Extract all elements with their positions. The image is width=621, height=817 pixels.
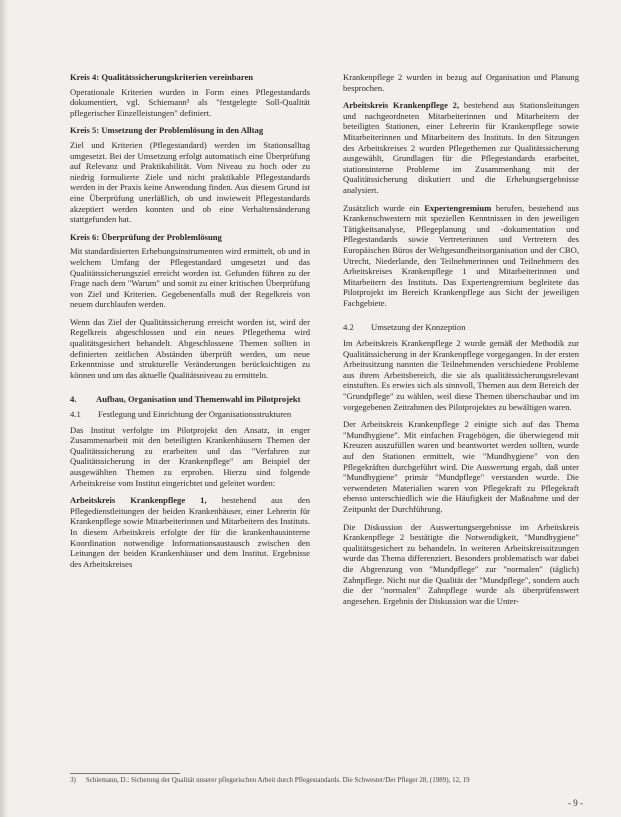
paragraph-4-2-b: Der Arbeitskreis Krankenpflege 2 einigte sich auf das Thema "Mundhygiene". Mit einfachen Fragebögen, die überwiegend mit Kreuzen auszufüllen waren und beantwortet werden sollten, wurde auf den Stationen ermittelt, wie "Mundhygiene" von den Pflegekräften durchgeführt wird. Die Auswertung ergab, daß unter "Mundhygiene" primär "Mundpflege" verstanden wurde. Die verwendeten Materialien waren von Pflegekraft zu Pflegekraft ebenso unterschiedlich wie die Häufigkeit der Maßnahme und der Zeitpunkt der Durchführung. [343,419,579,514]
section-4-heading [70,394,310,405]
subsection-number: 4.2 [343,322,354,333]
left-column [70,72,310,576]
arbeitskreis-2-text: bestehend aus Stationsleitungen und nachgeordneten Mitarbeiterinnen und Mitarbeitern der beteiligten Stationen, einer Lehrerin für Krankenpflege sowie Mitarbeiterinnen und Mitarbeitern des Instituts. In den Sitzungen des Arbeitskreises 2 wurden Pflegethemen zur Qualitätssicherung ausgewählt, Grundlagen für die Pflegestandards erarbeitet, stationsinterne Probleme im Zusammenhang mit der Qualitätssicherung diskutiert und die Erhebungsergebnisse analysiert. [343,100,579,195]
footnote-divider [70,773,180,774]
paragraph-kreis-5: Ziel und Kriterien (Pflegestandard) werden im Stationsalltag umgesetzt. Bei der Umsetzung erfolgt automatisch eine Überprüfung auf Relevanz und Praktikabilität. Vom Niveau zu hoch oder zu niedrig formulierte Ziele und nicht praktikable Pflegestandards werden in der Praxis keine Anwendung finden. Aus diesem Grund ist eine Überprüfung unerläßlich, ob und inwieweit Pflegestandards akzeptiert werden konnten und ob eine Verhaltensänderung stattgefunden hat. [70,139,310,225]
paragraph-kreis-4: Operationale Kriterien wurden in Form eines Pflegestandards dokumentiert, vgl. Schiemann³ als "festgelegte Soll-Qualität pflegerischer Einzelleistungen" definiert. [70,86,310,118]
arbeitskreis-1-text: bestehend aus den Pflegedienstleitungen der beiden Krankenhäuser, einer Lehrerin für Krankenpflege sowie Mitarbeiterinnen und Mitarbeitern des Instituts. In diesem Arbeitskreis erfolgte der für die krankenhausinterne Koordination notwendige Informationsaustausch zwischen den Leitungen der beiden Krankenhäuser und dem Institut. Ergebnisse des Arbeitskreises [70,495,311,569]
page-binding-shadow [0,0,8,817]
paragraph-4-2-c: Die Diskussion der Auswertungsergebnisse im Arbeitskreis Krankenpflege 2 bestätigte die Notwendigkeit, "Mundhygiene" qualitätsgesichert zu behandeln. In weiteren Arbeitskreissitzungen wurde das Thema differenziert. Besonders problematisch war dabei die Abgrenzung von "Mundpflege" zur "normalen" (täglich) Zahnpflege. Nicht nur die Qualität der "Mundpflege", sondern auch die der "normalen" Zahnpflege wurde als überprüfenswert angesehen. Ergebnis der Diskussion war die Unter- [343,521,579,606]
paragraph-goal-reached: Wenn das Ziel der Qualitätssicherung erreicht worden ist, wird der Regelkreis abgeschlossen und ein neues Pflegethema wird qualitätsgesichert behandelt. Abgeschlossene Themen sollten in definierten zeitlichen Abständen überprüft werden, um neue Erkenntnisse und strukturelle Veränderungen berücksichtigen zu können und um das aktuelle Qualitätsniveau zu ermitteln. [70,316,310,380]
page-number: - 9 - [568,798,583,808]
expertengremium-text: berufen, bestehend aus Krankenschwestern mit speziellen Kenntnissen in den jeweiligen Tätigkeitsanalyse, Pflegeplanung und -dokumentation und Pflegestandards sowie Vertreterinnen und Vertretern des Europäischen Büros der Weltgesundheitsorganisation und der CBO, Utrecht, Niederlande, den Teilnehmerinnen und Teilnehmern des Arbeitskreises Krankenpflege 1 und Mitarbeiterinnen und Mitarbeitern des Instituts. Das Expertengremium begleitete das Pilotprojekt im Bereich Krankenpflege aus Sicht der jeweiligen Fachgebiete. [343,202,579,308]
expert-intro: Zusätzlich wurde ein [343,202,425,213]
paragraph-expertengremium [343,203,579,309]
subsection-title: Umsetzung der Konzeption [371,322,466,333]
paragraph-continued: Krankenpflege 2 wurden in bezug auf Organisation und Planung besprochen. [343,72,579,93]
expertengremium-label: Expertengremium [424,202,492,213]
arbeitskreis-2-label: Arbeitskreis Krankenpflege 2, [343,100,460,111]
arbeitskreis-1-label: Arbeitskreis Krankenpflege 1, [70,495,207,506]
footnote-text: Schiemann, D.: Sicherung der Qualität unserer pflegerischen Arbeit durch Pflegestandards. Die Schwester/Der Pfleger 28, (1989), 12, 19 [85,776,470,784]
paragraph-4-1: Das Institut verfolgte im Pilotprojekt den Ansatz, in enger Zusammenarbeit mit den beteiligten Krankenhäusern Themen der Qualitätssicherung zu erarbeiten und das "Verfahren zur Qualitätssicherung in der Krankenpflege" am Beispiel der ausgewählten Themen zu erproben. Hierzu sind folgende Arbeitskreise vom Institut eingerichtet und geleitet worden: [70,424,310,488]
footnote-number: 3) [70,776,76,784]
subsection-4-1-heading [70,409,310,420]
footnote [70,776,582,785]
heading-kreis-4: Kreis 4: Qualitätssicherungskriterien vereinbaren [70,72,254,82]
paragraph-kreis-6: Mit standardisierten Erhebungsinstrumenten wird ermittelt, ob und in welchem Umfang der Pflegestandard umgesetzt und das Qualitätssicherungsziel erreicht worden ist. Gefunden führen zu der Frage nach dem "Warum" und somit zu einer kritischen Überprüfung von Ziel und Kriterien. Gegebenenfalls muß der Regelkreis von neuem durchlaufen werden. [70,246,310,310]
paragraph-arbeitskreis-2 [343,100,579,195]
section-number: 4. [70,394,77,405]
section-title: Aufbau, Organisation und Themenwahl im Pilotprojekt [96,394,301,405]
paragraph-4-2-a: Im Arbeitskreis Krankenpflege 2 wurde gemäß der Methodik zur Qualitätssicherung in der Krankenpflege vorgegangen. In der ersten Arbeitssitzung nannten die Teilnehmenden verschiedene Probleme aus ihrem Arbeitsbereich, die sie als qualitätssicherungsrelevant einstuften. Es erwies sich als sinnvoll, Themen aus dem Bereich der "Grundpflege" zu wählen, weil diese Themen überschaubar und im vorgegebenen Zeitrahmen des Pilotprojektes zu bewältigen waren. [343,338,579,412]
subsection-number: 4.1 [70,409,81,420]
right-column [343,72,579,613]
paragraph-arbeitskreis-1 [70,495,310,569]
heading-kreis-5: Kreis 5: Umsetzung der Problemlösung in den Alltag [70,125,264,136]
heading-kreis-6: Kreis 6: Überprüfung der Problemlösung [70,231,222,242]
subsection-title: Festlegung und Einrichtung der Organisationsstrukturen [98,409,292,420]
subsection-4-2-heading [343,322,579,333]
